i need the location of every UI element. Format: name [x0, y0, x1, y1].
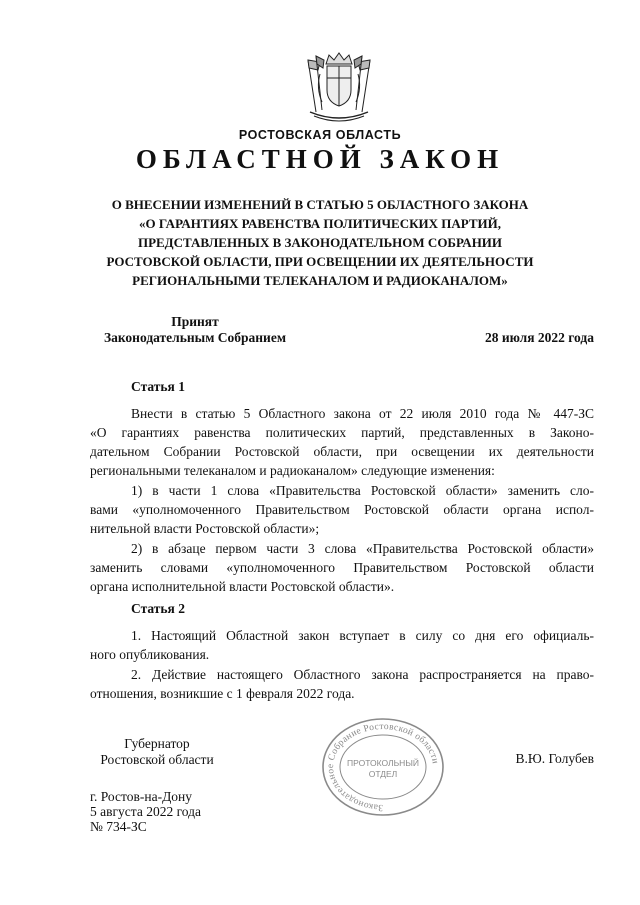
city: г. Ростов-на-Дону	[90, 789, 193, 804]
text-line: 2) в абзаце первом части 3 слова «Правительства Ростовской области»	[131, 541, 594, 556]
text-line: 1) в части 1 слова «Правительства Ростовской области» заменить сло-	[131, 483, 594, 498]
text-line: дательном Собрании Ростовской области, при освещении их деятельности	[90, 444, 594, 459]
text-line: вами «уполномоченного Правительством Ростовской области органа испол-	[90, 502, 594, 517]
adopted-by	[90, 314, 300, 346]
article-1-item-2	[90, 539, 594, 596]
article-2-heading: Статья 2	[131, 601, 185, 616]
adopted-label: Принят	[171, 314, 219, 329]
coat-of-arms-emblem	[296, 50, 382, 126]
adoption-date: 28 июля 2022 года	[485, 330, 594, 345]
text-line: «О гарантиях равенства политических партий, представленных в Законо-	[90, 425, 594, 440]
text-line: нительной власти Ростовской области»;	[90, 521, 320, 536]
document-type-heading: ОБЛАСТНОЙ ЗАКОН	[135, 144, 505, 174]
text-line: отношения, возникшие с 1 февраля 2022 года.	[90, 686, 355, 701]
law-title-line: РОСТОВСКОЙ ОБЛАСТИ, ПРИ ОСВЕЩЕНИИ ИХ ДЕЯТЕЛЬНОСТИ	[106, 254, 534, 269]
text-line: 2. Действие настоящего Областного закона распространяется на право-	[131, 667, 594, 682]
region-name: РОСТОВСКАЯ ОБЛАСТЬ	[238, 128, 402, 142]
law-number: № 734-ЗС	[90, 819, 147, 834]
stamp-center-line-2: ОТДЕЛ	[368, 769, 398, 779]
law-title-line: О ВНЕСЕНИИ ИЗМЕНЕНИЙ В СТАТЬЮ 5 ОБЛАСТНОГО ЗАКОНА	[111, 197, 529, 212]
article-1-intro	[90, 404, 594, 480]
signer-position: Губернатор	[124, 736, 190, 751]
adopted-body: Законодательным Собранием	[103, 330, 287, 345]
text-line: ного опубликования.	[90, 647, 210, 662]
signer-title	[90, 736, 224, 768]
stamp-center-line-1: ПРОТОКОЛЬНЫЙ	[347, 758, 419, 768]
article-1-heading: Статья 1	[131, 379, 185, 394]
article-2-para-1	[90, 626, 594, 664]
text-line: органа исполнительной власти Ростовской области».	[90, 579, 395, 594]
place-date-number	[90, 789, 201, 834]
signer-name: В.Ю. Голубев	[515, 751, 594, 766]
law-title-line: «О ГАРАНТИЯХ РАВЕНСТВА ПОЛИТИЧЕСКИХ ПАРТИЙ,	[138, 216, 502, 231]
official-stamp	[318, 715, 448, 819]
stamp-ring-text: Законодательное Собрание Ростовской области	[325, 721, 440, 813]
text-line: 1. Настоящий Областной закон вступает в силу со дня его официаль-	[131, 628, 594, 643]
law-title	[90, 195, 550, 290]
text-line: заменить словами «уполномоченного Правительством Ростовской области	[90, 560, 594, 575]
article-2-para-2	[90, 665, 594, 703]
law-title-line: ПРЕДСТАВЛЕННЫХ В ЗАКОНОДАТЕЛЬНОМ СОБРАНИИ	[137, 235, 503, 250]
text-line: региональными телеканалом и радиоканалом» следующие изменения:	[90, 463, 495, 478]
article-1-item-1	[90, 481, 594, 538]
text-line: Внести в статью 5 Областного закона от 22 июля 2010 года № 447-ЗС	[131, 406, 594, 421]
signing-date: 5 августа 2022 года	[90, 804, 201, 819]
law-title-line: РЕГИОНАЛЬНЫМИ ТЕЛЕКАНАЛОМ И РАДИОКАНАЛОМ»	[132, 273, 508, 288]
signer-region: Ростовской области	[100, 752, 214, 767]
